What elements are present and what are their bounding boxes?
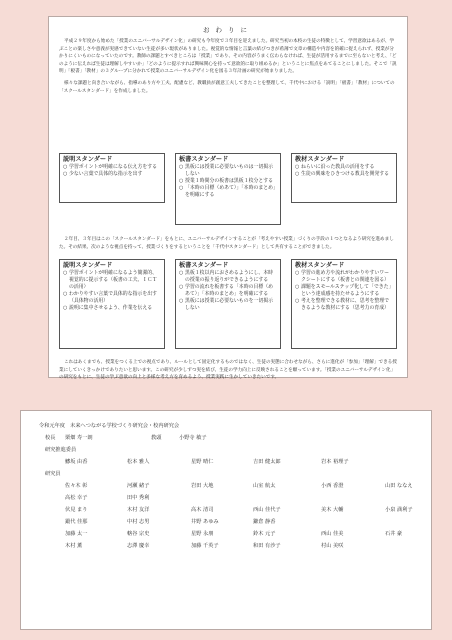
member-name: 星野 永朋 [191,531,214,537]
member-name: 伏見 まり [65,507,88,513]
member-name: 山室 航太 [253,483,276,489]
members-row [39,516,276,528]
member-name: 小泉 満利子 [385,507,413,513]
member-name: 田中 秀利 [127,495,150,501]
card-title: 説明スタンダード [63,156,113,163]
member-name: 高松 幸子 [65,495,88,501]
card-item: ○ 黒板には授業に必要ないものを一切掲示しない [179,298,277,312]
committee-row [39,456,349,468]
members-row [39,492,179,504]
member-name: 小西 香澄 [321,483,344,489]
committee-member: 鰺坂 由香 [65,459,88,465]
committee-member: 岩本 裕理子 [321,459,349,465]
member-name: 岩田 大地 [191,483,214,489]
members-row [39,540,344,552]
card-board-standard-2 [175,259,281,349]
card-item: ○ 課題をスモールステップ化して「できた」という達成感を持たせるようにする [295,284,393,298]
member-name: 轄谷 宗史 [127,531,150,537]
card-item: ○ 黒板１枚以内におさめるようにし、本時の授業の振り返りができるようにする [179,270,277,284]
card-title: 教材スタンダード [295,156,345,163]
card-item: ○ わかりやすい言葉で具体的な指示を出す（具体物の活用） [63,291,161,305]
member-name: 井野 あゆみ [191,519,219,525]
member-name: 石井 豪 [385,531,403,537]
committee-label: 研究推進委員 [45,447,77,453]
standards-row-second [59,259,397,349]
card-material-standard-1 [291,153,397,203]
card-item: ○ ねらいに沿った教具の活用をする [295,164,393,171]
member-name: 木村 薫 [65,543,83,549]
card-item: ○ 説明に集中させるよう、作業を伝える [63,305,161,312]
roster-panel [20,410,432,630]
card-material-standard-2 [291,259,397,349]
intro-paragraph-1: 平成２９年度から始めた「授業のユニバーサルデザイン化」の研究も今年度で３年目を迎えました。研究当初の本校の生徒の特徴として、学習意欲はあるが、学ぶことの楽しさや意義が実感できていない生徒が多い現状がありました。視覚的な情報と言葉の結びつきが希薄で文章の構造や内容を的確に捉えられず、授業が分かりにくいものになっていたのです。教師の課題とすべきところは「授業」であり、その内容がうまく伝わらなければ、生徒が活用するまでに至らないと考え、「どのように伝えれば生徒は理解しやすいか」「どのように提示すれば興味関心を持って意欲的に取り組めるか」ということに焦点をあてることにしました。そこで「説明」「板書」「教材」の３グループに分かれて授業のユニバーサルデザイン化を図る３年計画の研究が始まりました。 [59,39,397,75]
member-name: 和田 有沙子 [253,543,281,549]
card-item: ○ 考えを整理できる教材に、思考を整理できるような教材にする（思考力の育成） [295,298,393,312]
card-title: 板書スタンダード [179,262,229,269]
card-item: ○ 「本時の目標（めあて）」「本時のまとめ」を明確にする [179,185,277,199]
roster [39,420,413,552]
members-row [39,504,413,516]
card-item: ○ 生徒の興味をひきつける教具を開発する [295,171,393,178]
card-item: ○ 授業１時間分の板書は黒板１枚分とする [179,178,277,185]
afterword-panel [48,16,408,381]
afterword-heading: おわりに [203,26,253,34]
committee-member: 星野 晴仁 [191,459,214,465]
principal-name: 栗畑 寿一朗 [65,435,93,441]
card-explanation-standard-2 [59,259,165,349]
member-name: 河瀬 緒子 [127,483,150,489]
vice-principal-label: 教頭 [151,435,162,441]
card-item: ○ 学習の流れを板書する「本時の目標（めあて）」「本時のまとめ」を明確にする [179,284,277,298]
card-title: 説明スタンダード [63,262,113,269]
member-name: 志澤 慶幸 [127,543,150,549]
card-item: ○ 学習の進め方や流れがわかりやすいワークシートにする（板書との関連を図る） [295,270,393,284]
member-name: 村山 美咲 [321,543,344,549]
vice-principal-name: 小野寺 敏子 [179,435,207,441]
standards-row-first [59,153,397,225]
members-grid [39,480,413,552]
closing-paragraph: これはあくまでも、授業をつくる上での視点であり、ルールとして固定化するものではなく、生徒の実態に合わせながら、さらに進化が「参加」「理解」できる授業にしていくきっかけでありたいと思います。この研究が少しずつ実を結び、生徒の学力向上に反映されることを願っています。「授業のユニバーサルデザイン化」の研究をもとに、生徒の学ぶ意欲の向上と多様な考え方を育めるよう、授業実践に生かしていきたいです。 [59,360,397,381]
member-name: 美木 大輔 [321,507,344,513]
member-name: 鎌倉 静香 [253,519,276,525]
members-label: 研究員 [45,471,61,477]
member-name: 鈴木 元子 [253,531,276,537]
member-name: 加藤 太一 [65,531,88,537]
card-board-standard-1 [175,153,281,225]
member-name: 佐々木 彰 [65,483,88,489]
member-name: 高木 清司 [191,507,214,513]
members-row [39,528,403,540]
member-name: 西山 佳代子 [253,507,281,513]
card-item: ○ 学習ポイントが明確になるよう簡潔的、視覚的に提示する（板書の工夫、ＩＣＴの活用） [63,270,161,291]
members-row [39,480,413,492]
member-name: 中村 志男 [127,519,150,525]
roster-leaders-row [39,432,207,444]
middle-paragraph: ２年目、３年目はこの「スクールスタンダード」をもとに、ユニバーサルデザインすることが「考えやすい授業」づくりの手段の１つとなるよう研究を進めました。その結果、次のような視点を持って、授業づくりをするということを「千代中スタンダード」として共有することができました。 [59,237,394,250]
member-name: 西山 佳美 [321,531,344,537]
member-name: 山田 ななえ [385,483,413,489]
member-name: 加藤 千英子 [191,543,219,549]
principal-label: 校長 [45,435,56,441]
member-name: 鍛代 佳那 [65,519,88,525]
committee-member: 吉田 健太郎 [253,459,281,465]
member-name: 木村 友洋 [127,507,150,513]
intro-paragraph-2: 様々な課題と向き合いながら、指導のあり方や工夫、配慮など、教職員が創意工夫してきたことを整理して、千代中における「説明」「板書」「教材」についての「スクールスタンダード」を作成しました。 [59,80,395,94]
card-title: 教材スタンダード [295,262,345,269]
card-explanation-standard-1 [59,153,165,203]
roster-title: 令和元年度 未来へつながる学校づくり研究会・校内研究会 [39,423,180,429]
card-item: ○ 少ない言葉で具体的な指示を出す [63,171,161,178]
card-title: 板書スタンダード [179,156,229,163]
card-item: ○ 黒板には授業に必要ないものは一切掲示しない [179,164,277,178]
card-item: ○ 学習ポイントが明確になる伝え方をする [63,164,161,171]
committee-member: 松本 雅人 [127,459,150,465]
